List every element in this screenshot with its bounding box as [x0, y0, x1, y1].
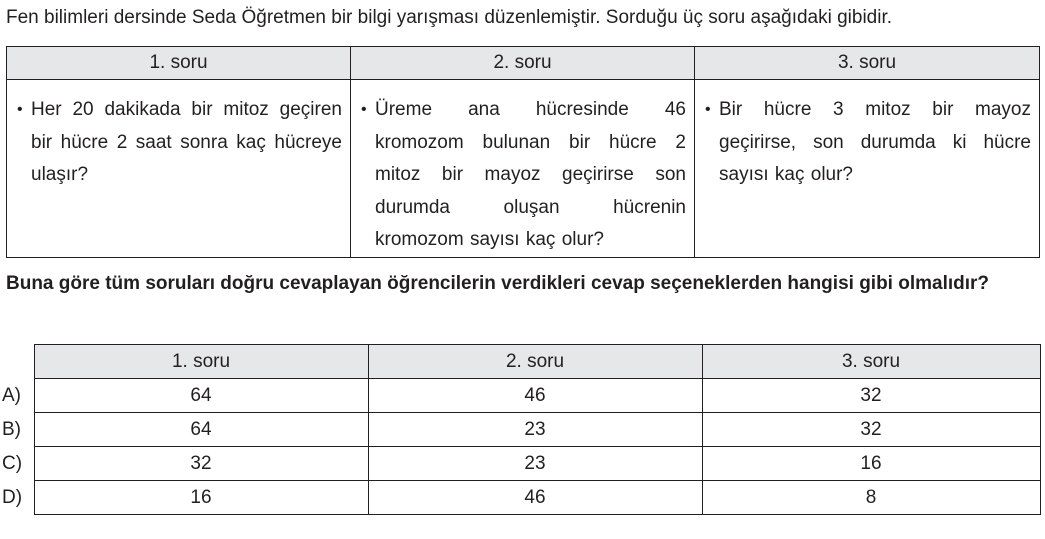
question-2-cell	[351, 80, 695, 258]
option-b-value-1: 64	[34, 413, 368, 447]
question-3-text: Bir hücre 3 mitoz bir mayoz geçirirse, son durumda ki hücre sayısı kaç olur?	[719, 99, 1031, 185]
option-d-row[interactable]	[0, 481, 1040, 515]
option-a-value-1: 64	[34, 379, 368, 413]
option-b-row[interactable]	[0, 413, 1040, 447]
bullet-icon: •	[705, 101, 711, 118]
answer-options-table	[0, 344, 1041, 515]
answers-header-spacer	[0, 345, 34, 379]
option-b-letter[interactable]: B)	[0, 413, 34, 447]
option-c-value-3: 16	[702, 447, 1040, 481]
option-a-value-2: 46	[368, 379, 702, 413]
bullet-icon: •	[361, 101, 367, 118]
option-c-row[interactable]	[0, 447, 1040, 481]
option-a-value-3: 32	[702, 379, 1040, 413]
question-1-header: 1. soru	[7, 47, 351, 80]
answer-col-1-header: 1. soru	[34, 345, 368, 379]
question-3-header: 3. soru	[695, 47, 1040, 80]
answers-header-row	[0, 345, 1040, 379]
question-3-cell	[695, 80, 1040, 258]
question-2-header: 2. soru	[351, 47, 695, 80]
answer-col-3-header: 3. soru	[702, 345, 1040, 379]
question-2-text: Üreme ana hücresinde 46 kromozom bulunan bir hücre 2 mitoz bir mayoz geçirirse son durumda oluşan hücrenin kromozom sayısı kaç olur?	[375, 99, 686, 250]
option-d-value-1: 16	[34, 481, 368, 515]
question-1-text: Her 20 dakikada bir mitoz geçiren bir hücre 2 saat sonra kaç hücreye ulaşır?	[31, 99, 342, 185]
option-d-value-2: 46	[368, 481, 702, 515]
option-a-letter[interactable]: A)	[0, 379, 34, 413]
option-b-value-2: 23	[368, 413, 702, 447]
option-d-value-3: 8	[702, 481, 1040, 515]
option-b-value-3: 32	[702, 413, 1040, 447]
question-1-cell	[7, 80, 351, 258]
option-d-letter[interactable]: D)	[0, 481, 34, 515]
intro-text: Fen bilimleri dersinde Seda Öğretmen bir bilgi yarışması düzenlemiştir. Sorduğu üç soru aşağıdaki gibidir.	[6, 7, 893, 28]
option-c-value-2: 23	[368, 447, 702, 481]
option-c-letter[interactable]: C)	[0, 447, 34, 481]
option-c-value-1: 32	[34, 447, 368, 481]
main-question: Buna göre tüm soruları doğru cevaplayan öğrencilerin verdikleri cevap seçeneklerden hangisi gibi olmalıdır?	[6, 273, 990, 294]
answer-col-2-header: 2. soru	[368, 345, 702, 379]
option-a-row[interactable]	[0, 379, 1040, 413]
questions-body-row	[7, 80, 1040, 258]
questions-header-row	[7, 47, 1040, 80]
questions-table	[6, 46, 1040, 258]
bullet-icon: •	[17, 101, 23, 118]
